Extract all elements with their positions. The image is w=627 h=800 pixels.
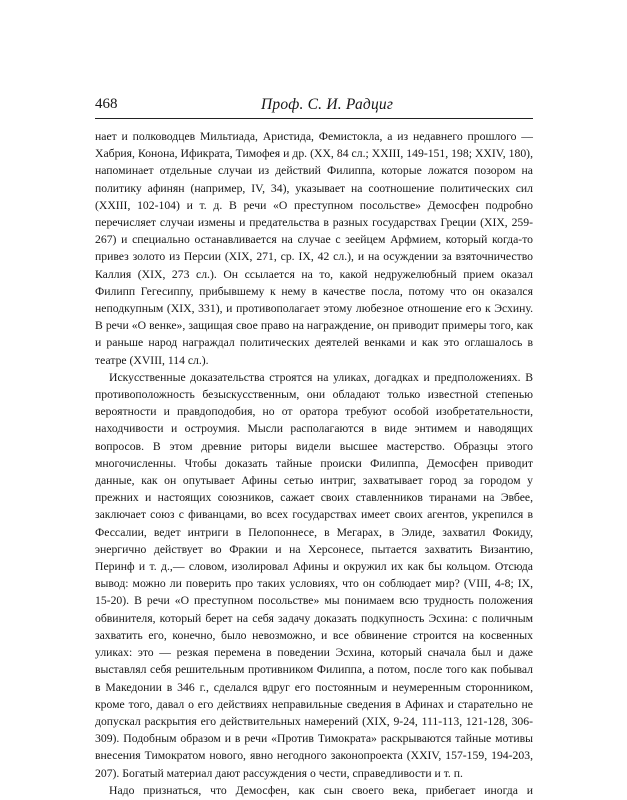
header-rule xyxy=(95,118,533,119)
paragraph-continuation: нает и полководцев Мильтиада, Аристида, Фемистокла, а из недавнего прошлого — Хабрия, Конона, Ификрата, Тимофея и др. (XX, 84 сл.; XXIII, 149-151, 198; XXIV, 180), напоминает отдельные случаи из действий Филиппа, которые ложатся позором на политику афинян (например, IV, 34), указывает на соотношение политических сил (XXIII, 102-104) и т. д. В речи «О преступном посольстве» Демосфен подробно перечисляет случаи измены и предательства в разных государствах Греции (XIX, 259-267) и специально останавливается на случае с зеейцем Арфмием, который когда-то привез золото из Персии (XIX, 271, ср. IX, 42 сл.), и на осуждении за взяточничество Каллия (XIX, 273 сл.). Он ссылается на то, какой недружелюбный прием оказал Филипп Гегесиппу, прибывшему к нему в качестве посла, потому что он оказался неподкупным (XIX, 331), и противополагает этому любезное отношение его к Эсхину. В речи «О венке», защищая свое право на награждение, он приводит примеры того, как и раньше народ награждал политических деятелей венками и как это оглашалось в театре (XVIII, 114 сл.). xyxy=(95,130,533,367)
body-text xyxy=(95,128,533,799)
paragraph-final-line: Надо признаться, что Демосфен, как сын своего века, прибегает иногда и xyxy=(109,783,533,797)
page-header xyxy=(95,96,535,116)
paragraph-artificial-proofs: Искусственные доказательства строятся на уликах, догадках и предположениях. В противоположность безыскусственным, они обладают только известной степенью вероятности и правдоподобия, но от оратора требуют особой изобретательности, находчивости и остроумия. Мысли располагаются в виде энтимем и наводящих вопросов. В этом древние риторы видели высшее мастерство. Образцы этого многочисленны. Чтобы доказать тайные происки Филиппа, Демосфен приводит данные, как он опутывает Афины сетью интриг, захватывает город за городом у прежних и настоящих союзников, сажает своих ставленников тиранами на Эвбее, заключает союз с фиванцами, во всех государствах имеет своих агентов, укрепился в Фессалии, ведет интриги в Пелопоннесе, в Мегарах, в Элиде, захватил Фокиду, энергично действует во Фракии и на Херсонесе, пытается захватить Византию, Перинф и т. д.,— словом, изолировал Афины и окружил их как бы кольцом. Отсюда вывод: можно ли поверить про таких условиях, что он соблюдает мир? (VIII, 4-8; IX, 15-20). В речи «О преступном посольстве» мы понимаем всю трудность положения обвинителя, который берет на себя задачу доказать подкупность Эсхина: с поличным захватить его, конечно, было невозможно, и все обвинение строится на косвенных уликах: это — резкая перемена в поведении Эсхина, который сначала был и даже выставлял себя решительным противником Филиппа, а потом, после того как побывал в Македонии в 346 г., сделался вдруг его постоянным и неумеренным сторонником, кроме того, давал о его действиях неправильные сведения в Афинах и старательно не допускал раскрытия его действительных намерений (XIX, 9-24, 111-113, 121-128, 306-309). Подобным образом и в речи «Против Тимократа» раскрываются тайные мотивы внесения Тимократом нового, явно негодного законопроекта (XXIV, 157-159, 194-203, 207). Богатый материал дают рассуждения о чести, справедливости и т. п. xyxy=(95,370,533,780)
running-title: Проф. С. И. Радциг xyxy=(261,96,394,113)
page-number: 468 xyxy=(95,96,118,112)
